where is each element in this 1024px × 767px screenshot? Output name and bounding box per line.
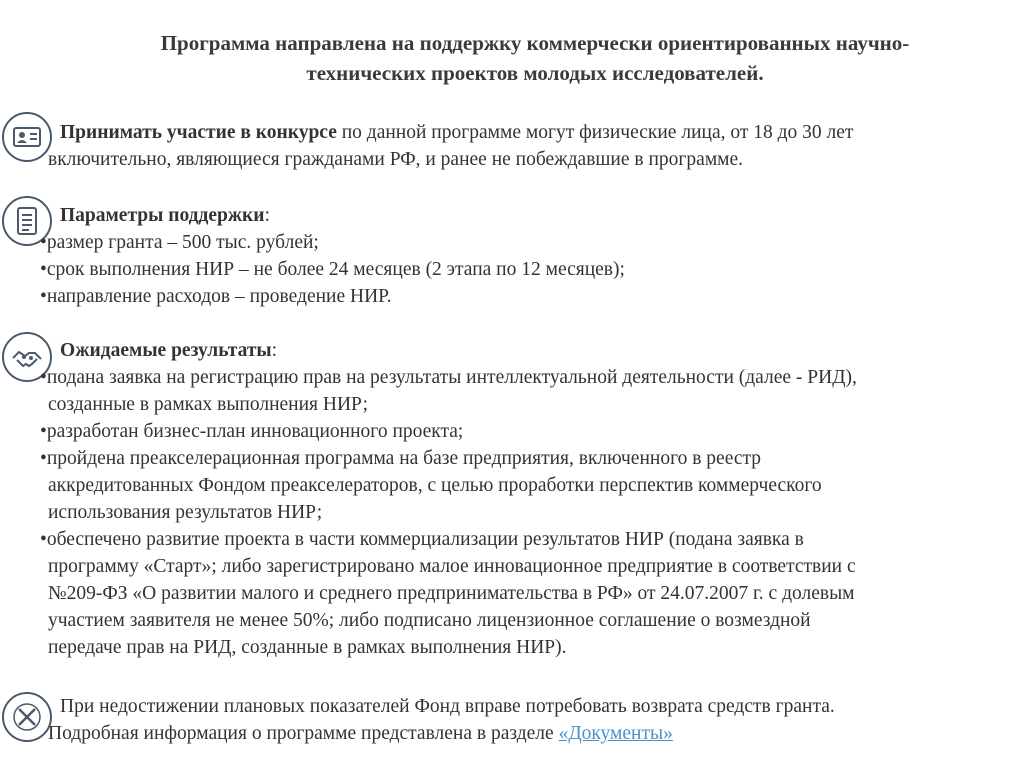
footer-line-2: Подробная информация о программе представлена в разделе: [48, 723, 559, 744]
results-line: программу «Старт»; либо зарегистрировано малое инновационное предприятие в соответствии с: [48, 556, 856, 577]
footer-block: [48, 693, 1018, 747]
participation-text: по данной программе могут физические лица, от 18 до 30 лет: [336, 122, 854, 143]
results-line: участием заявителя не менее 50%; либо подписано лицензионное соглашение о возмездной: [48, 610, 811, 631]
participation-block: [48, 119, 1018, 173]
parameters-heading: Параметры поддержки: [60, 205, 265, 226]
participation-heading: Принимать участие в конкурсе: [60, 122, 337, 143]
results-line: •разработан бизнес-план инновационного проекта;: [40, 421, 464, 442]
footer-line-1: При недостижении плановых показателей Фонд вправе потребовать возврата средств гранта.: [60, 696, 835, 717]
cross-icon: [2, 692, 52, 742]
results-heading: Ожидаемые результаты: [60, 340, 272, 361]
participation-text-line-2: включительно, являющиеся гражданами РФ, и ранее не побеждавшие в программе.: [48, 149, 744, 170]
results-line: использования результатов НИР;: [48, 502, 323, 523]
title-line-2: технических проектов молодых исследователей.: [306, 61, 764, 85]
results-line: аккредитованных Фондом преакселераторов, с целью проработки перспектив коммерческого: [48, 475, 822, 496]
results-line: созданные в рамках выполнения НИР;: [48, 394, 369, 415]
results-block: Ожидаемые результаты: •подана заявка на регистрацию прав на результаты интеллектуальной деятельности (далее - РИД), созданные в рамках выполнения НИР; •разработан бизнес-план инновационного проекта; •пройдена преакселерационная программа на базе предприятия, включенного в реестр аккредитованных Фондом преакселераторов, с целью проработки перспектив коммерческого использования результатов НИР; •обеспечено развитие проекта в части коммерциализации результатов НИР (подана заявка в программу «Старт»; либо зарегистрировано малое инновационное предприятие в соответствии с №209-ФЗ «О развитии малого и среднего предпринимательства в РФ» от 24.07.2007 г. с долевым участием заявителя не менее 50%; либо подписано лицензионное соглашение о возмездной передаче прав на РИД, созданные в рамках выполнения НИР).: [48, 337, 1018, 661]
title-line-1: Программа направлена на поддержку коммерчески ориентированных научно-: [160, 31, 910, 55]
id-card-icon: [2, 112, 52, 162]
results-line: •подана заявка на регистрацию прав на результаты интеллектуальной деятельности (далее - РИД),: [40, 367, 857, 388]
results-line: •пройдена преакселерационная программа на базе предприятия, включенного в реестр: [40, 448, 762, 469]
parameters-item: •направление расходов – проведение НИР.: [40, 286, 392, 307]
results-line: передаче прав на РИД, созданные в рамках выполнения НИР).: [48, 637, 567, 658]
page-title: [40, 28, 1024, 88]
parameters-block: Параметры поддержки: •размер гранта – 500 тыс. рублей; •срок выполнения НИР – не более 24 месяцев (2 этапа по 12 месяцев); •направление расходов – проведение НИР.: [48, 202, 1018, 310]
documents-link[interactable]: «Документы»: [558, 723, 673, 744]
results-line: •обеспечено развитие проекта в части коммерциализации результатов НИР (подана заявка в: [40, 529, 804, 550]
parameters-item: •размер гранта – 500 тыс. рублей;: [40, 232, 319, 253]
parameters-item: •срок выполнения НИР – не более 24 месяцев (2 этапа по 12 месяцев);: [40, 259, 625, 280]
results-line: №209-ФЗ «О развитии малого и среднего предпринимательства в РФ» от 24.07.2007 г. с долевым: [48, 583, 855, 604]
